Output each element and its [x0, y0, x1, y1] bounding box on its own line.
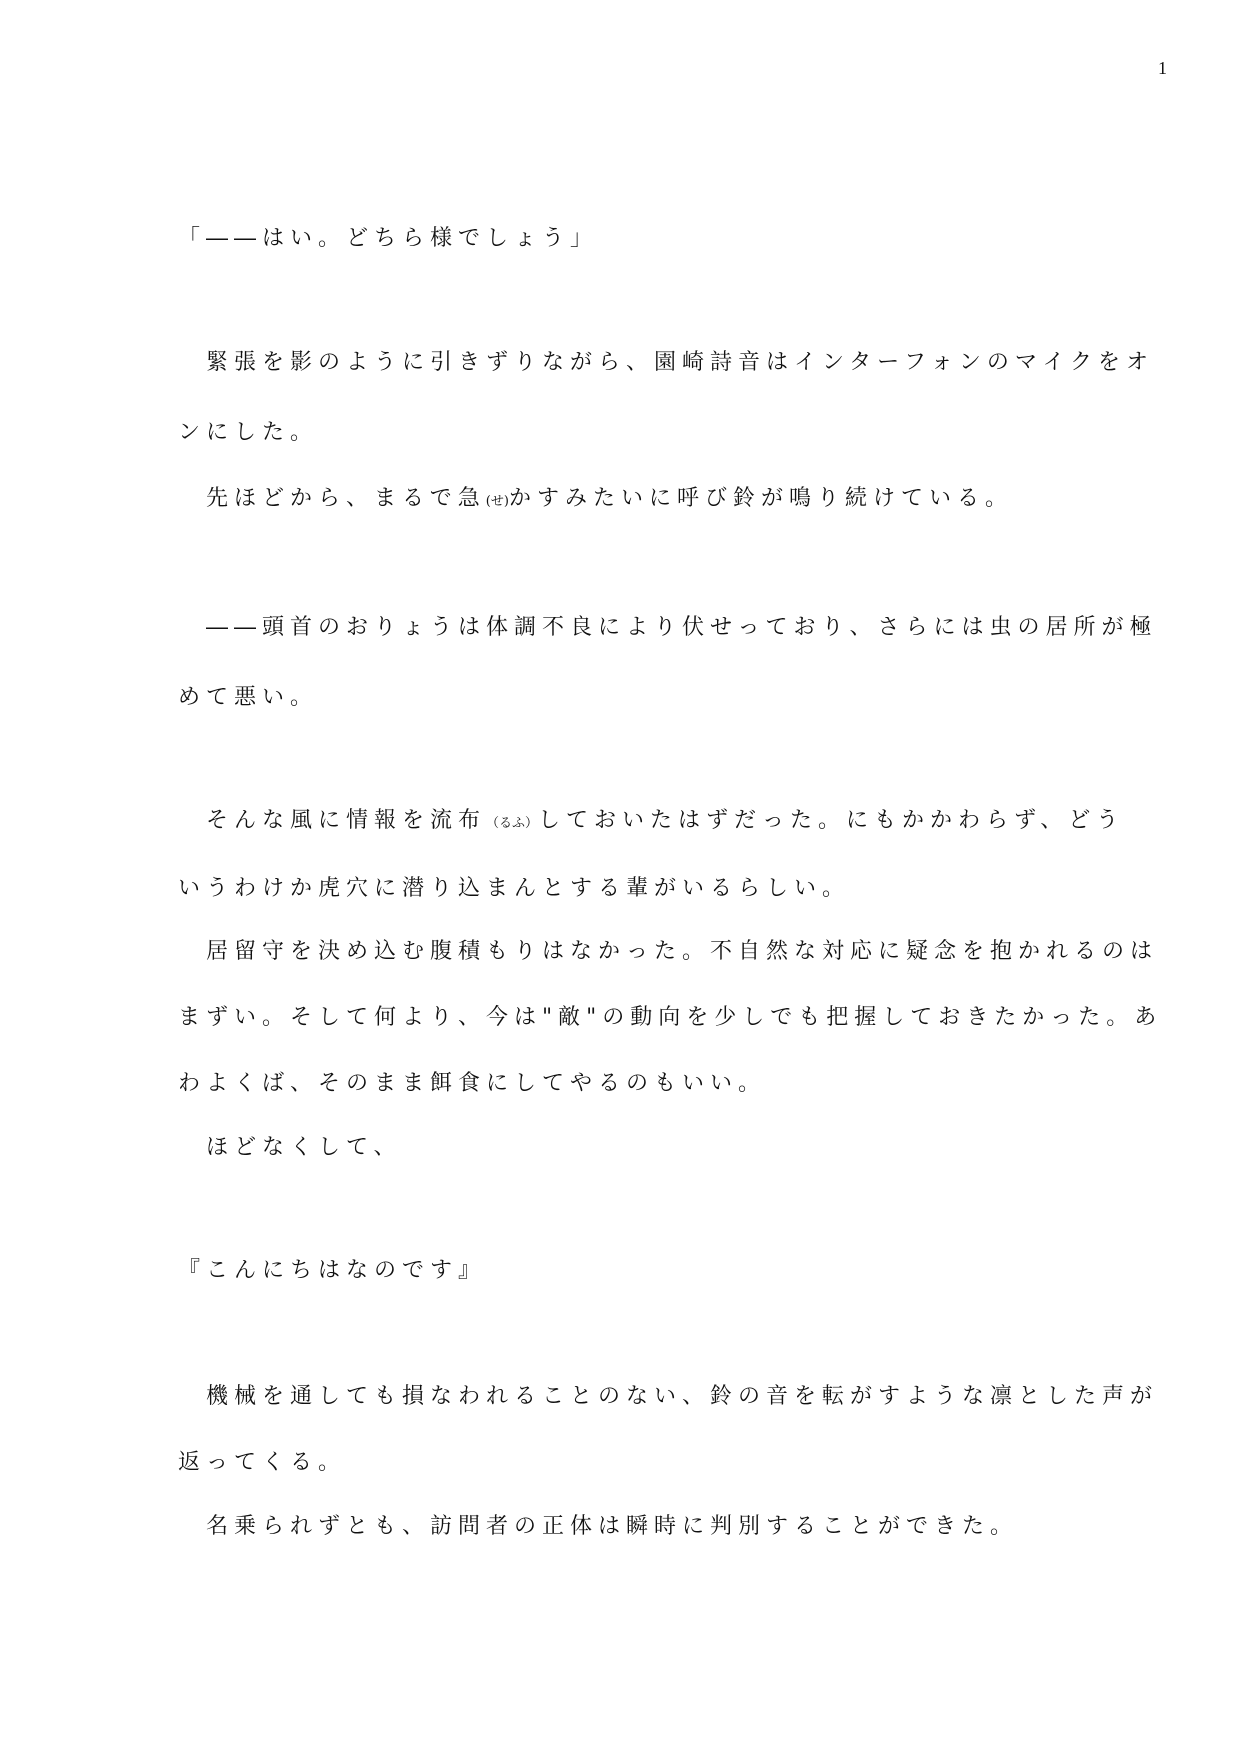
text-segment: かすみたいに呼び鈴が鳴り続けている。 — [508, 486, 1013, 511]
text-segment: そんな風に情報を流布 — [178, 808, 487, 833]
paragraph-line: 返ってくる。 — [178, 1450, 347, 1475]
paragraph-line: ――頭首のおりょうは体調不良により伏せっており、さらには虫の居所が極 — [178, 615, 1158, 640]
paragraph-line: ンにした。 — [178, 420, 319, 445]
paragraph-line: 居留守を決め込む腹積もりはなかった。不自然な対応に疑念を抱かれるのは — [178, 939, 1159, 964]
paragraph-line: 機械を通しても損なわれることのない、鈴の音を転がすような凛とした声が — [178, 1384, 1159, 1409]
paragraph-line: わよくば、そのまま餌食にしてやるのもいい。 — [178, 1071, 767, 1096]
ruby-annotation: (せ) — [485, 494, 509, 509]
paragraph-line: いうわけか虎穴に潜り込まんとする輩がいるらしい。 — [178, 876, 851, 901]
page-number: 1 — [1158, 58, 1167, 78]
paragraph-line: 名乗られずとも、訪問者の正体は瞬時に判別することができた。 — [178, 1514, 1019, 1539]
paragraph-line: 緊張を影のように引きずりながら、園崎詩音はインターフォンのマイクをオ — [178, 350, 1155, 375]
paragraph-line — [178, 805, 1124, 840]
paragraph-line — [178, 483, 1013, 518]
text-segment: しておいたはずだった。にもかかわらず、どう — [538, 808, 1125, 833]
paragraph-line: めて悪い。 — [178, 685, 319, 710]
dialogue-line: 『こんにちはなのです』 — [178, 1258, 487, 1283]
paragraph-line: ほどなくして、 — [178, 1135, 402, 1160]
ruby-annotation: （るふ） — [486, 816, 539, 831]
dialogue-line: 「――はい。どちら様でしょう」 — [178, 226, 599, 251]
text-segment: 先ほどから、まるで急 — [178, 486, 486, 511]
paragraph-line: まずい。そして何より、今は"敵"の動向を少しでも把握しておきたかった。あ — [178, 1005, 1163, 1030]
